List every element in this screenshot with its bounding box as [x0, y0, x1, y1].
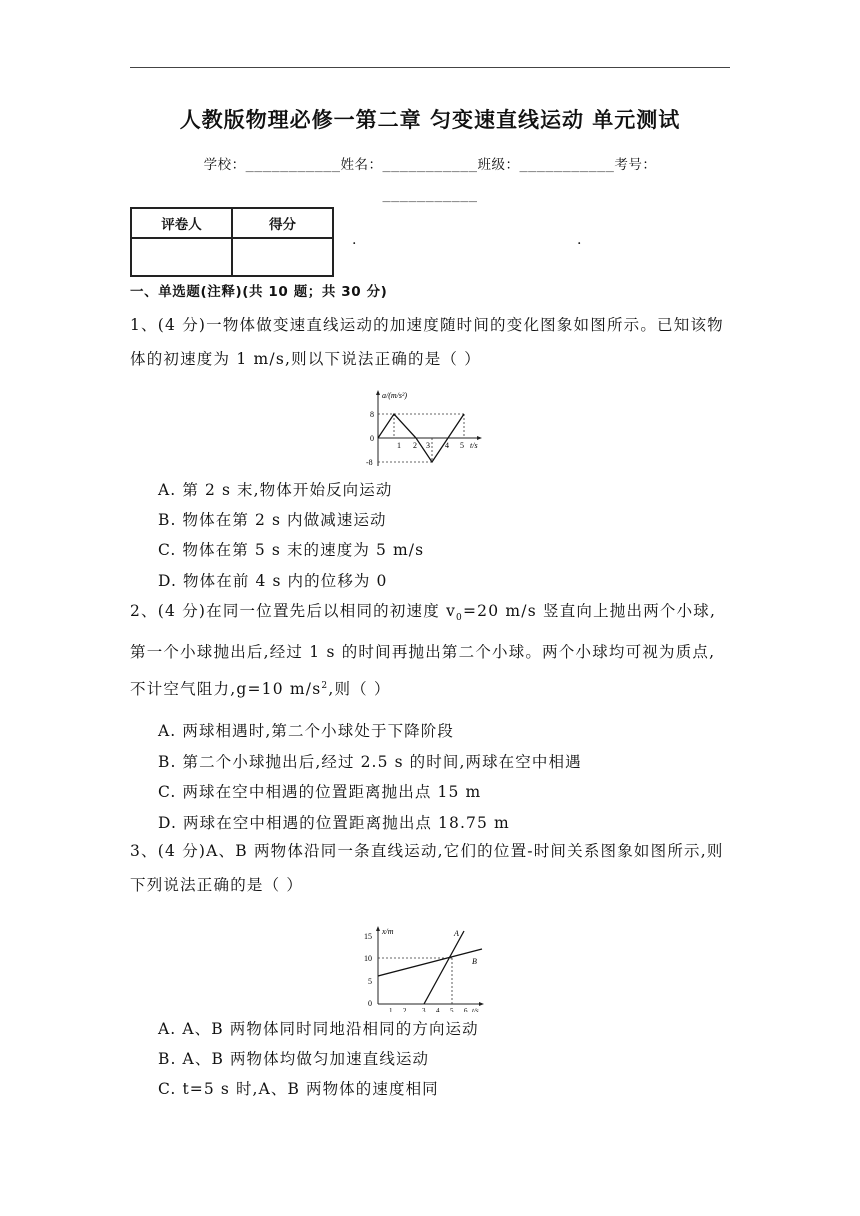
- y-tick: 8: [370, 410, 374, 419]
- x-axis-arrow: [479, 1002, 484, 1006]
- grader-cell[interactable]: [131, 238, 232, 276]
- grader-header: 评卷人: [131, 208, 232, 238]
- line-b-label: B: [472, 957, 477, 966]
- score-header: 得分: [232, 208, 333, 238]
- x-tick: 3: [422, 1007, 426, 1012]
- x-tick: 1: [389, 1007, 393, 1012]
- question-1-stem: 1、(4 分)一物体做变速直线运动的加速度随时间的变化图象如图所示。已知该物体的初速度为 1 m/s,则以下说法正确的是（ ）: [130, 316, 724, 368]
- question-1-figure: [360, 388, 500, 474]
- line-a-label: A: [454, 929, 459, 938]
- question-3-option-a[interactable]: A. A、B 两物体同时同地沿相同的方向运动: [158, 1020, 479, 1038]
- x-axis-arrow: [477, 436, 482, 440]
- question-3-figure: [354, 924, 494, 1016]
- info-line-2: ___________: [382, 187, 478, 203]
- y-axis-arrow: [376, 926, 380, 931]
- question-1-option-c[interactable]: C. 物体在第 5 s 末的速度为 5 m/s: [158, 541, 425, 559]
- question-2-stem-part: 2、(4 分)在同一位置先后以相同的初速度 v: [130, 602, 457, 620]
- line-a: [424, 931, 464, 1004]
- x-axis-label: t/s: [470, 441, 478, 450]
- question-2-stem: [130, 594, 730, 706]
- page-title: 人教版物理必修一第二章 匀变速直线运动 单元测试: [179, 108, 681, 132]
- y-tick: 15: [364, 932, 372, 941]
- superscript: 2: [321, 681, 329, 692]
- question-3-stem: 3、(4 分)A、B 两物体沿同一条直线运动,它们的位置-时间关系图象如图所示,则下列说法正确的是（ ）: [130, 842, 724, 894]
- section-heading: 一、单选题(注释)(共 10 题；共 30 分): [130, 284, 388, 300]
- question-3-option-c[interactable]: C. t=5 s 时,A、B 两物体的速度相同: [158, 1080, 439, 1098]
- question-2-option-c[interactable]: C. 两球在空中相遇的位置距离抛出点 15 m: [158, 783, 482, 801]
- x-tick: 6: [464, 1007, 468, 1012]
- x-tick: 2: [413, 441, 417, 450]
- score-cell[interactable]: [232, 238, 333, 276]
- question-1-option-b[interactable]: B. 物体在第 2 s 内做减速运动: [158, 511, 387, 529]
- header-rule: [130, 67, 730, 68]
- question-2-option-b[interactable]: B. 第二个小球抛出后,经过 2.5 s 的时间,两球在空中相遇: [158, 753, 582, 771]
- y-tick: -8: [366, 458, 373, 467]
- y-axis-arrow: [376, 390, 380, 395]
- score-table: [130, 207, 334, 277]
- question-2-stem-part: =20 m/s 竖直向上抛出两个小球,第一个小球抛出后,经过 1 s 的时间再抛出第二个小球。两个小球均可视为质点,不计空气阻力,g=10 m/s: [130, 602, 717, 699]
- question-1-option-a[interactable]: A. 第 2 s 末,物体开始反向运动: [158, 481, 393, 499]
- dot-mark: .: [577, 232, 582, 248]
- x-tick: 4: [445, 441, 449, 450]
- y-tick: 10: [364, 954, 372, 963]
- x-tick: 4: [436, 1007, 440, 1012]
- x-tick: 2: [403, 1007, 407, 1012]
- x-tick: 1: [397, 441, 401, 450]
- dot-mark: .: [352, 232, 357, 248]
- student-info: [130, 150, 730, 210]
- x-tick: 5: [450, 1007, 454, 1012]
- y-tick: 0: [370, 434, 374, 443]
- y-tick: 0: [368, 999, 372, 1008]
- question-1-option-d[interactable]: D. 物体在前 4 s 内的位移为 0: [158, 572, 388, 590]
- question-2-option-d[interactable]: D. 两球在空中相遇的位置距离抛出点 18.75 m: [158, 814, 510, 832]
- question-2-option-a[interactable]: A. 两球相遇时,第二个小球处于下降阶段: [158, 722, 454, 740]
- y-axis-label: a/(m/s²): [382, 391, 408, 400]
- info-line-1: 学校：___________姓名：___________班级：___________考号：: [203, 157, 657, 173]
- x-tick: 5: [460, 441, 464, 450]
- question-3-option-b[interactable]: B. A、B 两物体均做匀加速直线运动: [158, 1050, 430, 1068]
- x-tick: 3: [426, 441, 430, 450]
- question-2-stem-part: ,则（ ）: [328, 680, 391, 699]
- line-b: [378, 949, 482, 976]
- y-tick: 5: [368, 977, 372, 986]
- y-axis-label: x/m: [382, 927, 394, 936]
- x-axis-label: t/s: [472, 1007, 479, 1012]
- subscript: 0: [456, 613, 463, 624]
